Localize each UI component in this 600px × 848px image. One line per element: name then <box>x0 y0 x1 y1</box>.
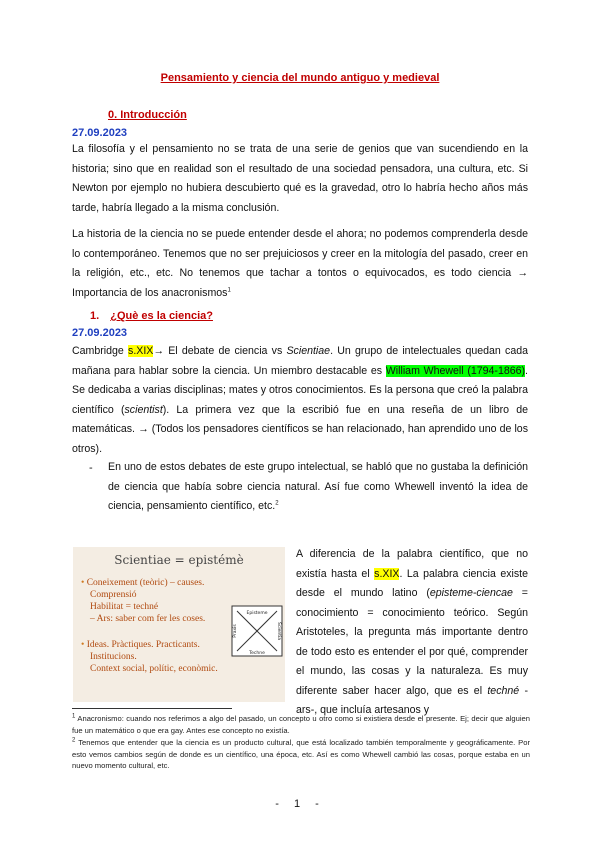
footnote-separator <box>72 708 232 709</box>
section-1-title: ¿Què es la ciencia? <box>110 310 213 322</box>
footnote-ref-2: 2 <box>275 500 279 507</box>
diagram-label-right: Scientia <box>276 622 281 640</box>
footnote-2: $^2$ Tenemos que entender que la ciencia es un producto cultural, que está localizado también temporalmente y geográficamente. Por esto vemos cambios según de donde es un científico, una época, etc. Así es como Whewell cambió las cosas, porque estaba en un nuevo momento cultural, etc. <box>72 737 530 770</box>
section-0-paragraph-2: La historia de la ciencia no se puede entender desde el ahora; no podemos comprenderla desde lo contemporáneo. Tenemos que no ser prejuiciosos y creer en la mitología del pasado, creer en la religión, etc., etc. No tenemos que tachar a tontos o equivocados, es todo ciencia → Importancia de los anacronismos$^1$ <box>72 228 528 299</box>
page-number: - 1 - <box>275 798 325 810</box>
highlight-sxix-2: s.XIX <box>374 567 400 580</box>
diagram-label-top: Episteme <box>246 611 268 616</box>
section-0-paragraph-1: La filosofía y el pensamiento no se trata de una serie de genios que van sucendiendo en la historia; sino que en realidad son el resultado de una sociedad pensadora, una cultura, etc. Si Newton por ejemplo no hubiera descubierto qué es la gravedad, otro lo habría hecho años más tarde, habría llegado a la misma conclusión. <box>72 143 528 214</box>
footnote-1: $^1$ Anacronismo: cuando nos referimos a algo del pasado, un concepto u otro como si existiera desde el presente. Ej; decir que alguien fue un matemático o que era gay. Antes ese concepto no existía. <box>72 713 530 735</box>
slide-title: Scientiae = epistémè <box>114 553 244 567</box>
highlight-whewell: William Whewell (1794-1866) <box>385 364 526 377</box>
document-title: Pensamiento y ciencia del mundo antiguo y medieval <box>160 72 440 84</box>
bullet-dash: - <box>89 462 93 474</box>
diagram-label-bottom: Techne <box>249 651 265 656</box>
scientiae-slide-image <box>73 547 285 702</box>
bullet-item: En uno de estos debates de este grupo intelectual, se habló que no gustaba la definición de ciencia que había sobre ciencia natural. Así fue como Whewell inventó la idea de ciencia, pensamiento científico, etc.$^2$ <box>108 461 528 512</box>
section-1-paragraph-1: Cambridge s.XIX→ El debate de ciencia vs Scientiae. Un grupo de intelectuales quedan cada mañana para hablar sobre la ciencia. Un miembro destacable es William Whewell (1794-1866). Se dedicaba a varias disciplinas; mates y otros conocimientos. Es la persona que creó la palabra científico (scientist). La primera vez que la escribió fue en una reseña de un libro de matemáticas. → (Todos los pensadores científicos se han relacionado, han aprendido uno de los otros). <box>72 345 528 455</box>
slide-list-1: • Coneixement (teòric) – causes. Comprensió Habilitat = techné – Ars: saber com fer les coses. <box>81 578 206 624</box>
section-1-heading <box>90 310 213 322</box>
knowledge-diagram <box>231 605 283 657</box>
section-1-paragraph-2: A diferencia de la palabra científico, que no existía hasta el s.XIX. La palabra ciencia existe desde el mundo latino (episteme-ciencae = conocimiento = conocimiento teórico. Según Aristoteles, la pregunta más importante dentro de todo esto es entender el por qué, comprender el mundo, las cosas y la naturaleza. Es muy diferente saber hacer algo, que es el techné -ars-, que incluía artesanos y <box>296 548 528 716</box>
footnote-ref-1: 1 <box>227 286 231 293</box>
section-1-date: 27.09.2023 <box>72 327 128 339</box>
highlight-sxix: s.XIX <box>128 345 154 357</box>
section-0-heading: 0. Introducción <box>108 109 187 121</box>
section-1-number: 1. <box>90 310 100 322</box>
diagram-label-left: Praxis <box>233 624 238 638</box>
slide-list-2: • Ideas. Pràctiques. Practicants. Institucions. Context social, polític, econòmic. <box>81 640 218 674</box>
section-0-date: 27.09.2023 <box>72 127 128 139</box>
